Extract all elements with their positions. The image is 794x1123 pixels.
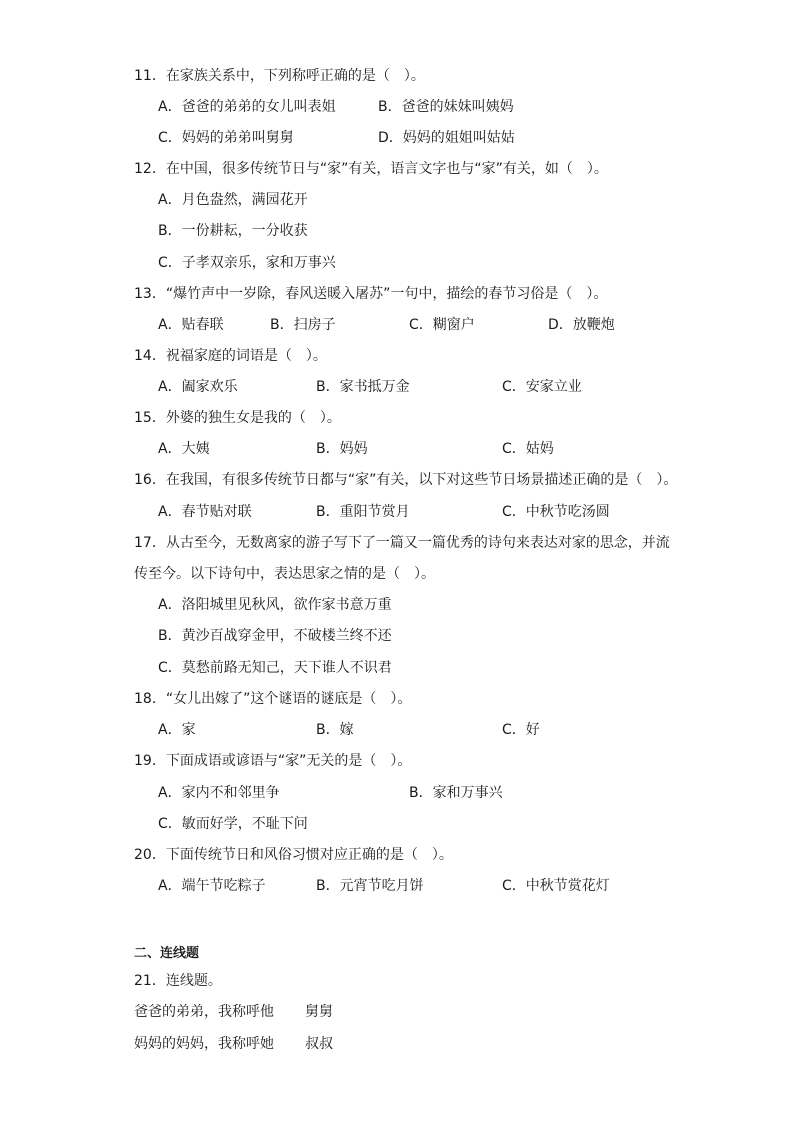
question-19-option-a: A．家内不和邻里争: [158, 785, 280, 801]
question-14-stem: 14．祝福家庭的词语是（ ）。: [134, 348, 327, 364]
question-12-option-a: A．月色盎然，满园花开: [158, 192, 308, 208]
question-19-option-b: B．家和万事兴: [409, 785, 503, 801]
question-14-option-a: A．阖家欢乐: [158, 379, 238, 395]
match-right-2: 叔叔: [305, 1036, 333, 1052]
question-13-stem: 13．“爆竹声中一岁除，春风送暖入屠苏”一句中，描绘的春节习俗是（ ）。: [134, 286, 608, 302]
match-left-2: 妈妈的妈妈，我称呼她: [134, 1036, 274, 1052]
question-11-option-a: A．爸爸的弟弟的女儿叫表姐: [158, 99, 336, 115]
question-20-stem: 20．下面传统节日和风俗习惯对应正确的是（ ）。: [134, 847, 453, 863]
question-19-stem: 19．下面成语或谚语与“家”无关的是（ ）。: [134, 753, 412, 769]
question-13-option-a: A．贴春联: [158, 317, 224, 333]
question-13-option-c: C．糊窗户: [409, 317, 475, 333]
question-18-stem: 18．“女儿出嫁了”这个谜语的谜底是（ ）。: [134, 691, 412, 707]
question-18-option-c: C．好: [502, 722, 540, 738]
question-19-option-c: C．敏而好学，不耻下问: [158, 816, 308, 832]
section-title: 二、连线题: [134, 946, 200, 961]
question-15-option-b: B．妈妈: [316, 441, 368, 457]
question-12-option-b: B．一份耕耘，一分收获: [158, 223, 308, 239]
question-17-stem: 17．从古至今，无数离家的游子写下了一篇又一篇优秀的诗句来表达对家的思念，并流: [134, 535, 670, 551]
question-18-option-a: A．家: [158, 722, 196, 738]
question-13-option-d: D．放鞭炮: [548, 317, 615, 333]
question-15-option-a: A．大姨: [158, 441, 210, 457]
question-17-stem-continued: 传至今。以下诗句中，表达思家之情的是（ ）。: [134, 566, 435, 582]
question-20-option-c: C．中秋节赏花灯: [502, 878, 610, 894]
match-right-1: 舅舅: [305, 1004, 333, 1020]
question-17-option-c: C．莫愁前路无知己，天下谁人不识君: [158, 660, 392, 676]
question-14-option-b: B．家书抵万金: [316, 379, 410, 395]
question-11-option-d: D．妈妈的姐姐叫姑姑: [378, 130, 515, 146]
match-left-1: 爸爸的弟弟，我称呼他: [134, 1004, 274, 1020]
question-16-option-a: A．春节贴对联: [158, 504, 252, 520]
question-20-option-a: A．端午节吃粽子: [158, 878, 266, 894]
question-16-option-b: B．重阳节赏月: [316, 504, 410, 520]
question-14-option-c: C．安家立业: [502, 379, 582, 395]
question-17-option-a: A．洛阳城里见秋风，欲作家书意万重: [158, 597, 392, 613]
question-21-stem: 21．连线题。: [134, 973, 222, 989]
question-18-option-b: B．嫁: [316, 722, 354, 738]
question-17-option-b: B．黄沙百战穿金甲，不破楼兰终不还: [158, 628, 392, 644]
question-11-stem: 11．在家族关系中，下列称呼正确的是（ ）。: [134, 68, 425, 84]
question-11-option-b: B．爸爸的妹妹叫姨妈: [378, 99, 514, 115]
question-16-option-c: C．中秋节吃汤圆: [502, 504, 610, 520]
question-16-stem: 16．在我国，有很多传统节日都与“家”有关，以下对这些节日场景描述正确的是（ ）。: [134, 472, 678, 488]
question-11-option-c: C．妈妈的弟弟叫舅舅: [158, 130, 294, 146]
question-20-option-b: B．元宵节吃月饼: [316, 878, 424, 894]
question-15-option-c: C．姑妈: [502, 441, 554, 457]
question-13-option-b: B．扫房子: [270, 317, 336, 333]
question-12-stem: 12．在中国，很多传统节日与“家”有关，语言文字也与“家”有关，如（ ）。: [134, 161, 608, 177]
question-15-stem: 15．外婆的独生女是我的（ ）。: [134, 410, 341, 426]
question-12-option-c: C．子孝双亲乐，家和万事兴: [158, 255, 336, 271]
